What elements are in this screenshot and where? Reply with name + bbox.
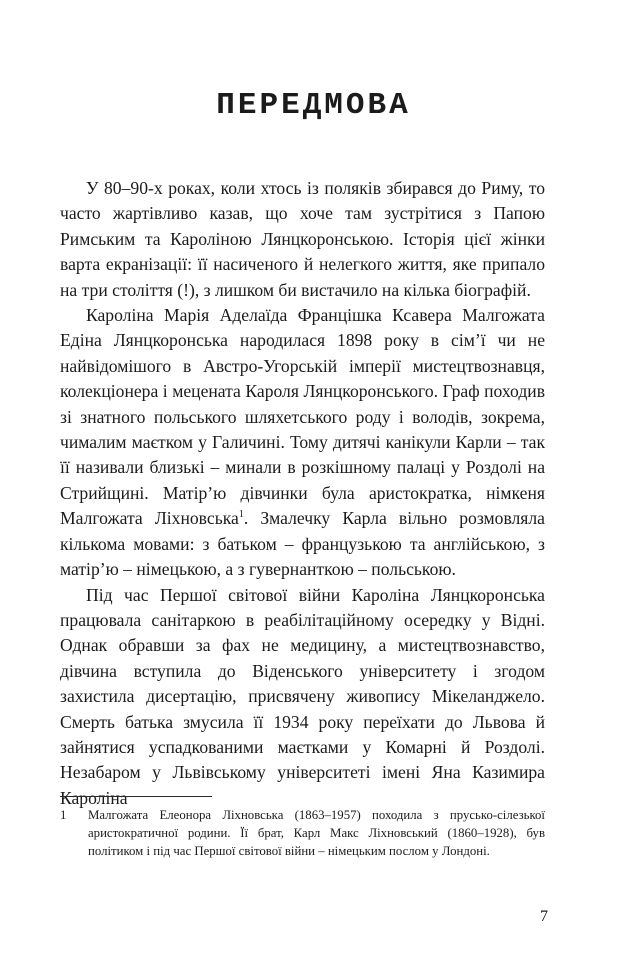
- footnote-divider: [60, 796, 212, 797]
- chapter-title: ПЕРЕДМОВА: [216, 88, 411, 123]
- footnote-reference[interactable]: 1: [238, 509, 244, 521]
- body-text: [60, 176, 545, 811]
- paragraph-2-text-after: . Змалечку Карла вільно розмовляла кількома мовами: з батьком – французькою та англійською, з матір’ю – німецькою, а з гувернанткою – польською.: [60, 508, 545, 580]
- paragraph-1-text: У 80–90-х роках, коли хтось із поляків збирався до Риму, то часто жартівливо казав, що хоче там зустрітися з Папою Римським та Кароліною Лянцкоронською. Історія цієї жінки варта екранізації: її насиченого й нелегкого життя, яке припало на три століття (!), з лишком би вистачило на кілька біографій.: [60, 178, 545, 300]
- page-number: 7: [540, 908, 548, 925]
- footnote-number: 1: [60, 808, 67, 822]
- paragraph-2: [60, 303, 545, 582]
- footnote-text: Малгожата Елеонора Ліхновська (1863–1957) походила з прусько-сілезької аристократичної родини. Її брат, Карл Макс Ліхновський (1860–1928), був політиком і під час Першої світової війни – німецьким послом у Лондоні.: [88, 808, 545, 858]
- paragraph-3-text: Під час Першої світової війни Кароліна Лянцкоронська працювала санітаркою в реабілітаційному осередку у Відні. Однак обравши за фах не медицину, а мистецтвознавство, дівчина вступила до Віденського університету і згодом захистила дисертацію, присвячену живопису Мікеланджело. Смерть батька змусила її 1934 року переїхати до Львова й зайнятися успадкованими маєтками у Комарні й Роздолі. Незабаром у Львівському університеті імені Яна Казимира Кароліна: [60, 584, 545, 808]
- paragraph-1: [60, 176, 545, 303]
- footnote: [60, 806, 545, 860]
- paragraph-2-text-before: Кароліна Марія Аделаїда Францішка Ксавера Малгожата Едіна Лянцкоронська народилася 1898 року в сім’ї чи не найвідомішого в Австро-Угорській імперії мистецтвознавця, колекціонера і мецената Кароля Лянцкоронського. Граф походив зі знатного польського шляхетського роду і володів, зокрема, чималим маєтком у Галичині. Тому дитячі канікули Карли – так її називали близькі – минали в розкішному палаці у Роздолі на Стрийщині. Матір’ю дівчинки була аристократка, німкеня Малгожата Ліхновська: [60, 305, 545, 529]
- paragraph-3: [60, 583, 545, 812]
